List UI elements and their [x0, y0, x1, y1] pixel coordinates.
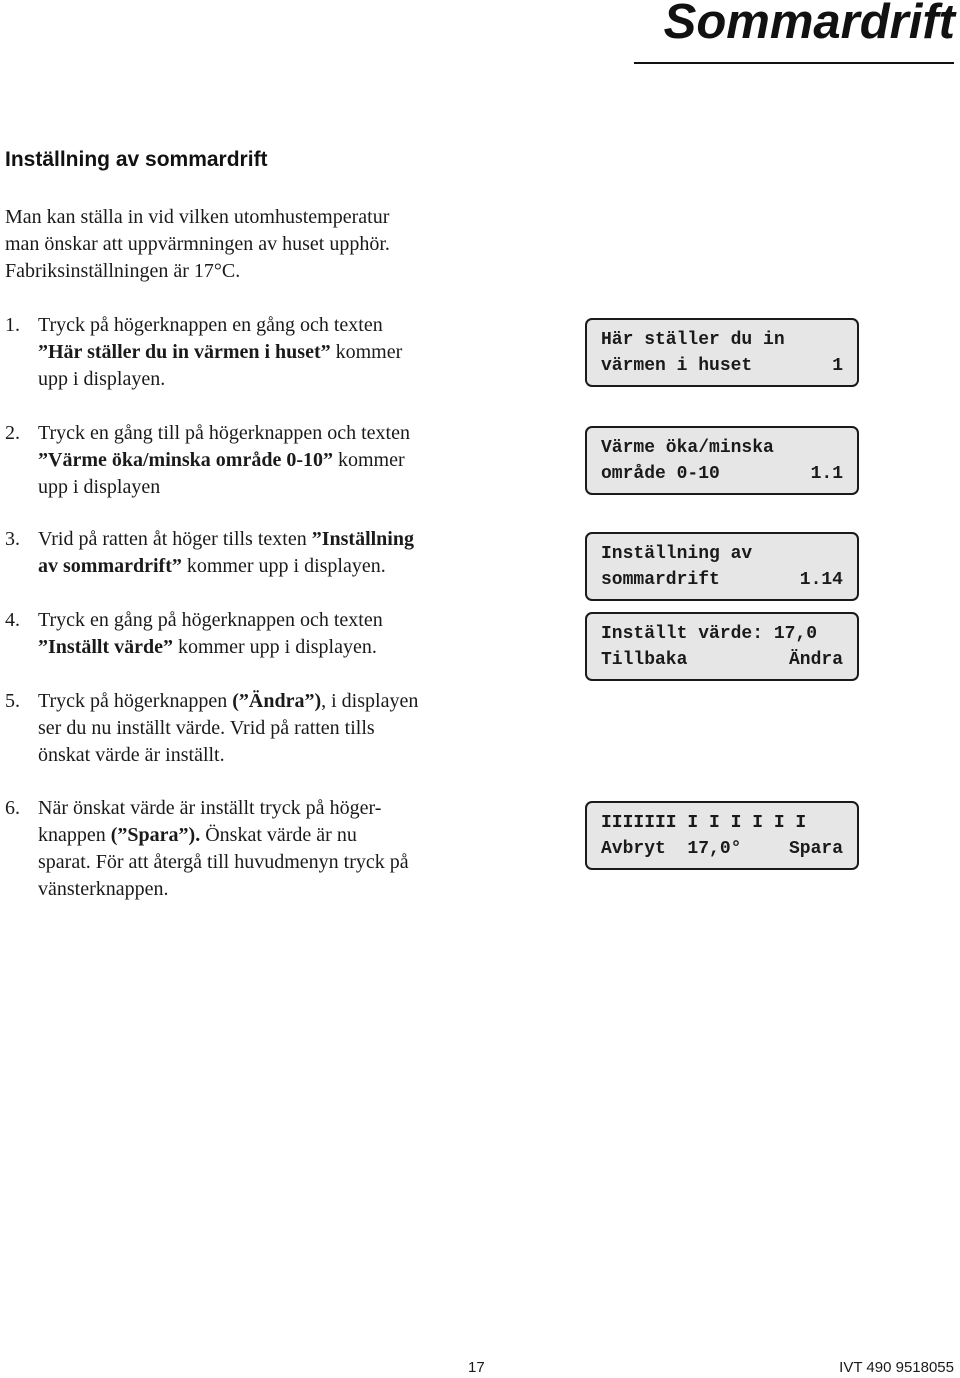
step-number: 4.	[5, 609, 20, 631]
step-number: 2.	[5, 422, 20, 444]
step-2	[5, 420, 475, 501]
step-text: Tryck en gång på högerknappen och texten	[38, 609, 383, 631]
lcd-menu-code: 1	[832, 356, 843, 376]
display-text-quote: av sommardrift”	[38, 555, 182, 577]
step-text: sparat. För att återgå till huvudmenyn tryck på	[38, 851, 409, 873]
intro-line: Man kan ställa in vid vilken utomhustemperatur	[5, 206, 390, 228]
lcd-row-1: Inställt värde: 17,0	[601, 624, 818, 644]
step-number: 3.	[5, 528, 20, 550]
step-text: , i displayen	[321, 690, 419, 712]
step-text: ser du nu inställt värde. Vrid på ratten tills	[38, 717, 375, 739]
lcd-row-2: område 0-10	[601, 464, 720, 484]
display-text-quote: ”Inställt värde”	[38, 636, 173, 658]
lcd-row-2: sommardrift	[601, 570, 720, 590]
intro-line: Fabriksinställningen är 17°C.	[5, 260, 241, 282]
button-label-quote: (”Ändra”)	[232, 690, 322, 712]
step-number: 5.	[5, 690, 20, 712]
lcd-row-1: Här ställer du in	[601, 330, 785, 350]
step-text: Tryck på högerknappen en gång och texten	[38, 314, 383, 336]
lcd-menu-code: 1.14	[799, 570, 843, 590]
lcd-cancel-value: Avbryt 17,0°	[601, 839, 742, 859]
lcd-scale-bar: IIIIIII I I I I I I	[601, 813, 807, 833]
step-text: kommer upp i displayen.	[173, 636, 377, 658]
title-rule	[634, 62, 954, 64]
section-heading: Inställning av sommardrift	[5, 148, 268, 171]
lcd-display-4	[585, 612, 859, 681]
step-3	[5, 526, 475, 580]
page-number: 17	[468, 1359, 485, 1376]
button-label-quote: (”Spara”).	[110, 824, 201, 846]
step-text: upp i displayen.	[38, 368, 166, 390]
lcd-back-label: Tillbaka	[601, 650, 688, 670]
document-id: IVT 490 9518055	[839, 1359, 954, 1376]
lcd-edit-label: Ändra	[788, 650, 843, 670]
step-6	[5, 795, 475, 903]
lcd-row-1: Inställning av	[601, 544, 753, 564]
page-title: Sommardrift	[663, 0, 955, 49]
step-1	[5, 312, 475, 393]
step-text: önskat värde är inställt.	[38, 744, 225, 766]
intro-line: man önskar att uppvärmningen av huset upphör.	[5, 233, 390, 255]
lcd-row-2: värmen i huset	[601, 356, 753, 376]
step-text: Vrid på ratten åt höger tills texten	[38, 528, 312, 550]
lcd-row-1: Värme öka/minska	[601, 438, 774, 458]
lcd-save-label: Spara	[788, 839, 843, 859]
step-5	[5, 688, 475, 769]
step-text: Tryck på högerknappen	[38, 690, 233, 712]
step-text: Tryck en gång till på högerknappen och texten	[38, 422, 410, 444]
step-text: kommer	[332, 449, 405, 471]
lcd-menu-code: 1.1	[810, 464, 843, 484]
step-text: kommer	[330, 341, 403, 363]
step-text: När önskat värde är inställt tryck på höger-	[38, 797, 382, 819]
display-text-quote: ”Här ställer du in värmen i huset”	[38, 341, 331, 363]
display-text-quote: ”Värme öka/minska område 0-10”	[38, 449, 333, 471]
step-number: 6.	[5, 797, 20, 819]
step-text: knappen	[38, 824, 111, 846]
intro-paragraph	[5, 204, 475, 285]
lcd-display-5	[585, 801, 859, 870]
step-4	[5, 607, 475, 661]
lcd-display-3	[585, 532, 859, 601]
lcd-display-1	[585, 318, 859, 387]
step-text: kommer upp i displayen.	[181, 555, 386, 577]
step-text: vänsterknappen.	[38, 878, 169, 900]
display-text-quote: ”Inställning	[311, 528, 414, 550]
step-text: upp i displayen	[38, 476, 161, 498]
step-text: Önskat värde är nu	[200, 824, 357, 846]
lcd-display-2	[585, 426, 859, 495]
step-number: 1.	[5, 314, 20, 336]
